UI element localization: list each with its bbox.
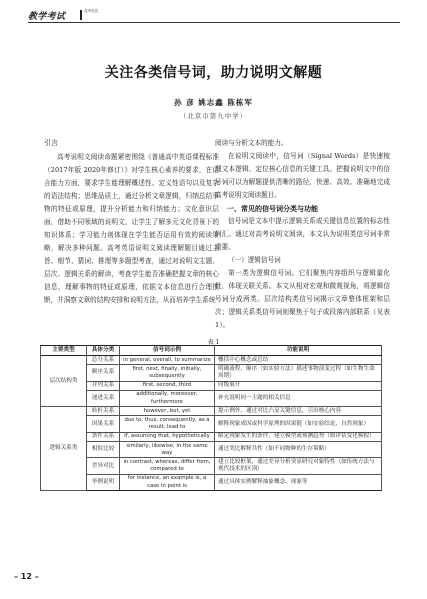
table-header-row [41,346,382,356]
examples-cell: additionally, moreover, furthermore [120,390,215,406]
table-row [41,432,382,441]
right-column [215,137,390,332]
signal-word-table [40,345,382,491]
body-paragraph: 信号词是文本中提示逻辑关系或关键信息位置的标志性词汇。通过对高考说明文阅读，本文认为说明类信号词非常重要。 [215,217,390,251]
page-number-value: 12 [20,572,32,581]
subtype-cell: 差异对比 [87,458,120,474]
page-number-dash: – [34,572,39,581]
section-heading: 一、常见的信号词分类与功能 [227,204,318,213]
table-header-cell: 具体分类 [87,346,120,356]
examples-cell: due to, thus, consequently, as a result, lead to [120,416,215,432]
body-paragraph: 第一类为逻辑信号词。它们聚焦内容组织与逻辑量化性，体现关联关系。本文从相对宏观和微观视角，将逻辑信号词分成两类。层次结构类信号词揭示文章整体框架和层次；逻辑关系类信号词则聚焦于句子或段落内部联系（见表1）。 [215,269,390,329]
function-cell: 同级展开 [215,381,382,390]
category-cell: 逻辑关系类 [41,407,87,491]
table-row [41,356,382,365]
function-cell: 补充说明同一主题的相关信息 [215,390,382,406]
masthead-divider [80,10,82,20]
table-row [41,407,382,416]
table-header-cell: 信号词示例 [120,346,215,356]
left-column [44,137,219,307]
page-number-dash: – [14,572,18,581]
examples-cell: first, next, finally, initially, subsequently [120,365,215,381]
examples-cell: in contrast, whereas, differ from, compared to [120,458,215,474]
table-header-cell: 功能说明 [215,346,382,356]
category-cell: 层次结构类 [41,356,87,407]
intro-heading: 引言 [44,139,58,147]
table-header-cell: 主要类型 [41,346,87,356]
table-row [41,474,382,490]
function-cell: 通过类比解释共性（如不同物种的生存策略） [215,442,382,458]
function-cell: 限定现象发生的条件，建立模型或预测趋势（如评估变化模拟） [215,432,382,441]
table-row [41,458,382,474]
function-cell: 明确流程、顺序（如实验方法）描述事物演变过程（如生物生命周期） [215,365,382,381]
article-title: 关注各类信号词，助力说明文解题 [104,65,323,81]
table-row [41,390,382,406]
body-paragraph: 高考说明文阅读命题紧密围绕《普通高中英语课程标准（2017年版 2020年修订）》对学生核心素养的要求，在语言能力方面，要求学生能理解概述性、定义性语句以及复杂的语法结构；思维品质上，通过分析文章逻辑，归纳总结事物的特征或原理，提升分析能力和归纳能力；文化意识层面，借助不同领域的说明文，让学生了解多元文化背景下的知识体系；学习能力则体现在学生能否运用有效的阅读策略，解决多种问题。高考英语说明文阅读理解题目通过主旨、细节、猜词、推理等多题型考查，通过对说明文主题、层次、逻辑关系的解读，考查学生能否准确把握文章的核心信息，理解事物的特征或原理，依据文本信息进行合理推断，并洞察文章的结构安排和说明方法，从而培养学生系统 [44,153,219,304]
subtype-cell: 顺序关系 [87,365,120,381]
subtype-cell: 条件关系 [87,432,120,441]
author-affiliation: （北京市第九中学） [179,112,248,120]
subtype-cell: 并列关系 [87,381,120,390]
table-row [41,381,382,390]
examples-cell: for instance, an example is, a case in point is [120,474,215,490]
subtype-cell: 转折关系 [87,407,120,416]
table-row [41,416,382,432]
subtype-cell: 相似比较 [87,442,120,458]
table-caption: 表 1 [207,339,220,346]
examples-cell: if, assuming that, hypothetically [120,432,215,441]
function-cell: 通过具体实例解释抽象概念、现象等 [215,474,382,490]
subsection-heading: （一）逻辑信号词 [228,256,281,264]
subtype-cell: 递进关系 [87,390,120,406]
examples-cell: however, but, yet [120,407,215,416]
masthead [28,8,400,24]
header-rule [28,22,400,23]
article-authors: 孙 彦 姚志鑫 陈栋军 [174,98,253,107]
table-row [41,365,382,381]
subtype-cell: 举例说明 [87,474,120,490]
journal-logo: 教学考试 [28,12,66,22]
function-cell: 解释现象成因或科学原理的因果链（如实验结论、自然现象） [215,416,382,432]
page-number [14,572,39,581]
subtype-cell: 总分关系 [87,356,120,365]
examples-cell: first, second, third [120,381,215,390]
function-cell: 概括中心概念或总结 [215,356,382,365]
journal-tag: 高考英语 [84,9,98,13]
function-cell: 建立比较框架，通过差异分析突显研究对象特性（如传统方法与现代技术的区别） [215,458,382,474]
examples-cell: similarly, likewise, in the same way [120,442,215,458]
body-paragraph: 阅读与分析文本的能力。 [215,139,288,147]
subtype-cell: 因果关系 [87,416,120,432]
function-cell: 提示例外、通过对比凸显关键信息，引出核心内容 [215,407,382,416]
table-row [41,442,382,458]
body-paragraph: 在说明文阅读中，信号词（Signal Words）是快速梳理文本逻辑、定位核心信息的关键工具。把握说明文中的信号词可以为解题提供清晰的路径，快速、高效、准确地完成高考说明文阅读题目。 [215,152,390,199]
examples-cell: in general, overall, to summarize [120,356,215,365]
